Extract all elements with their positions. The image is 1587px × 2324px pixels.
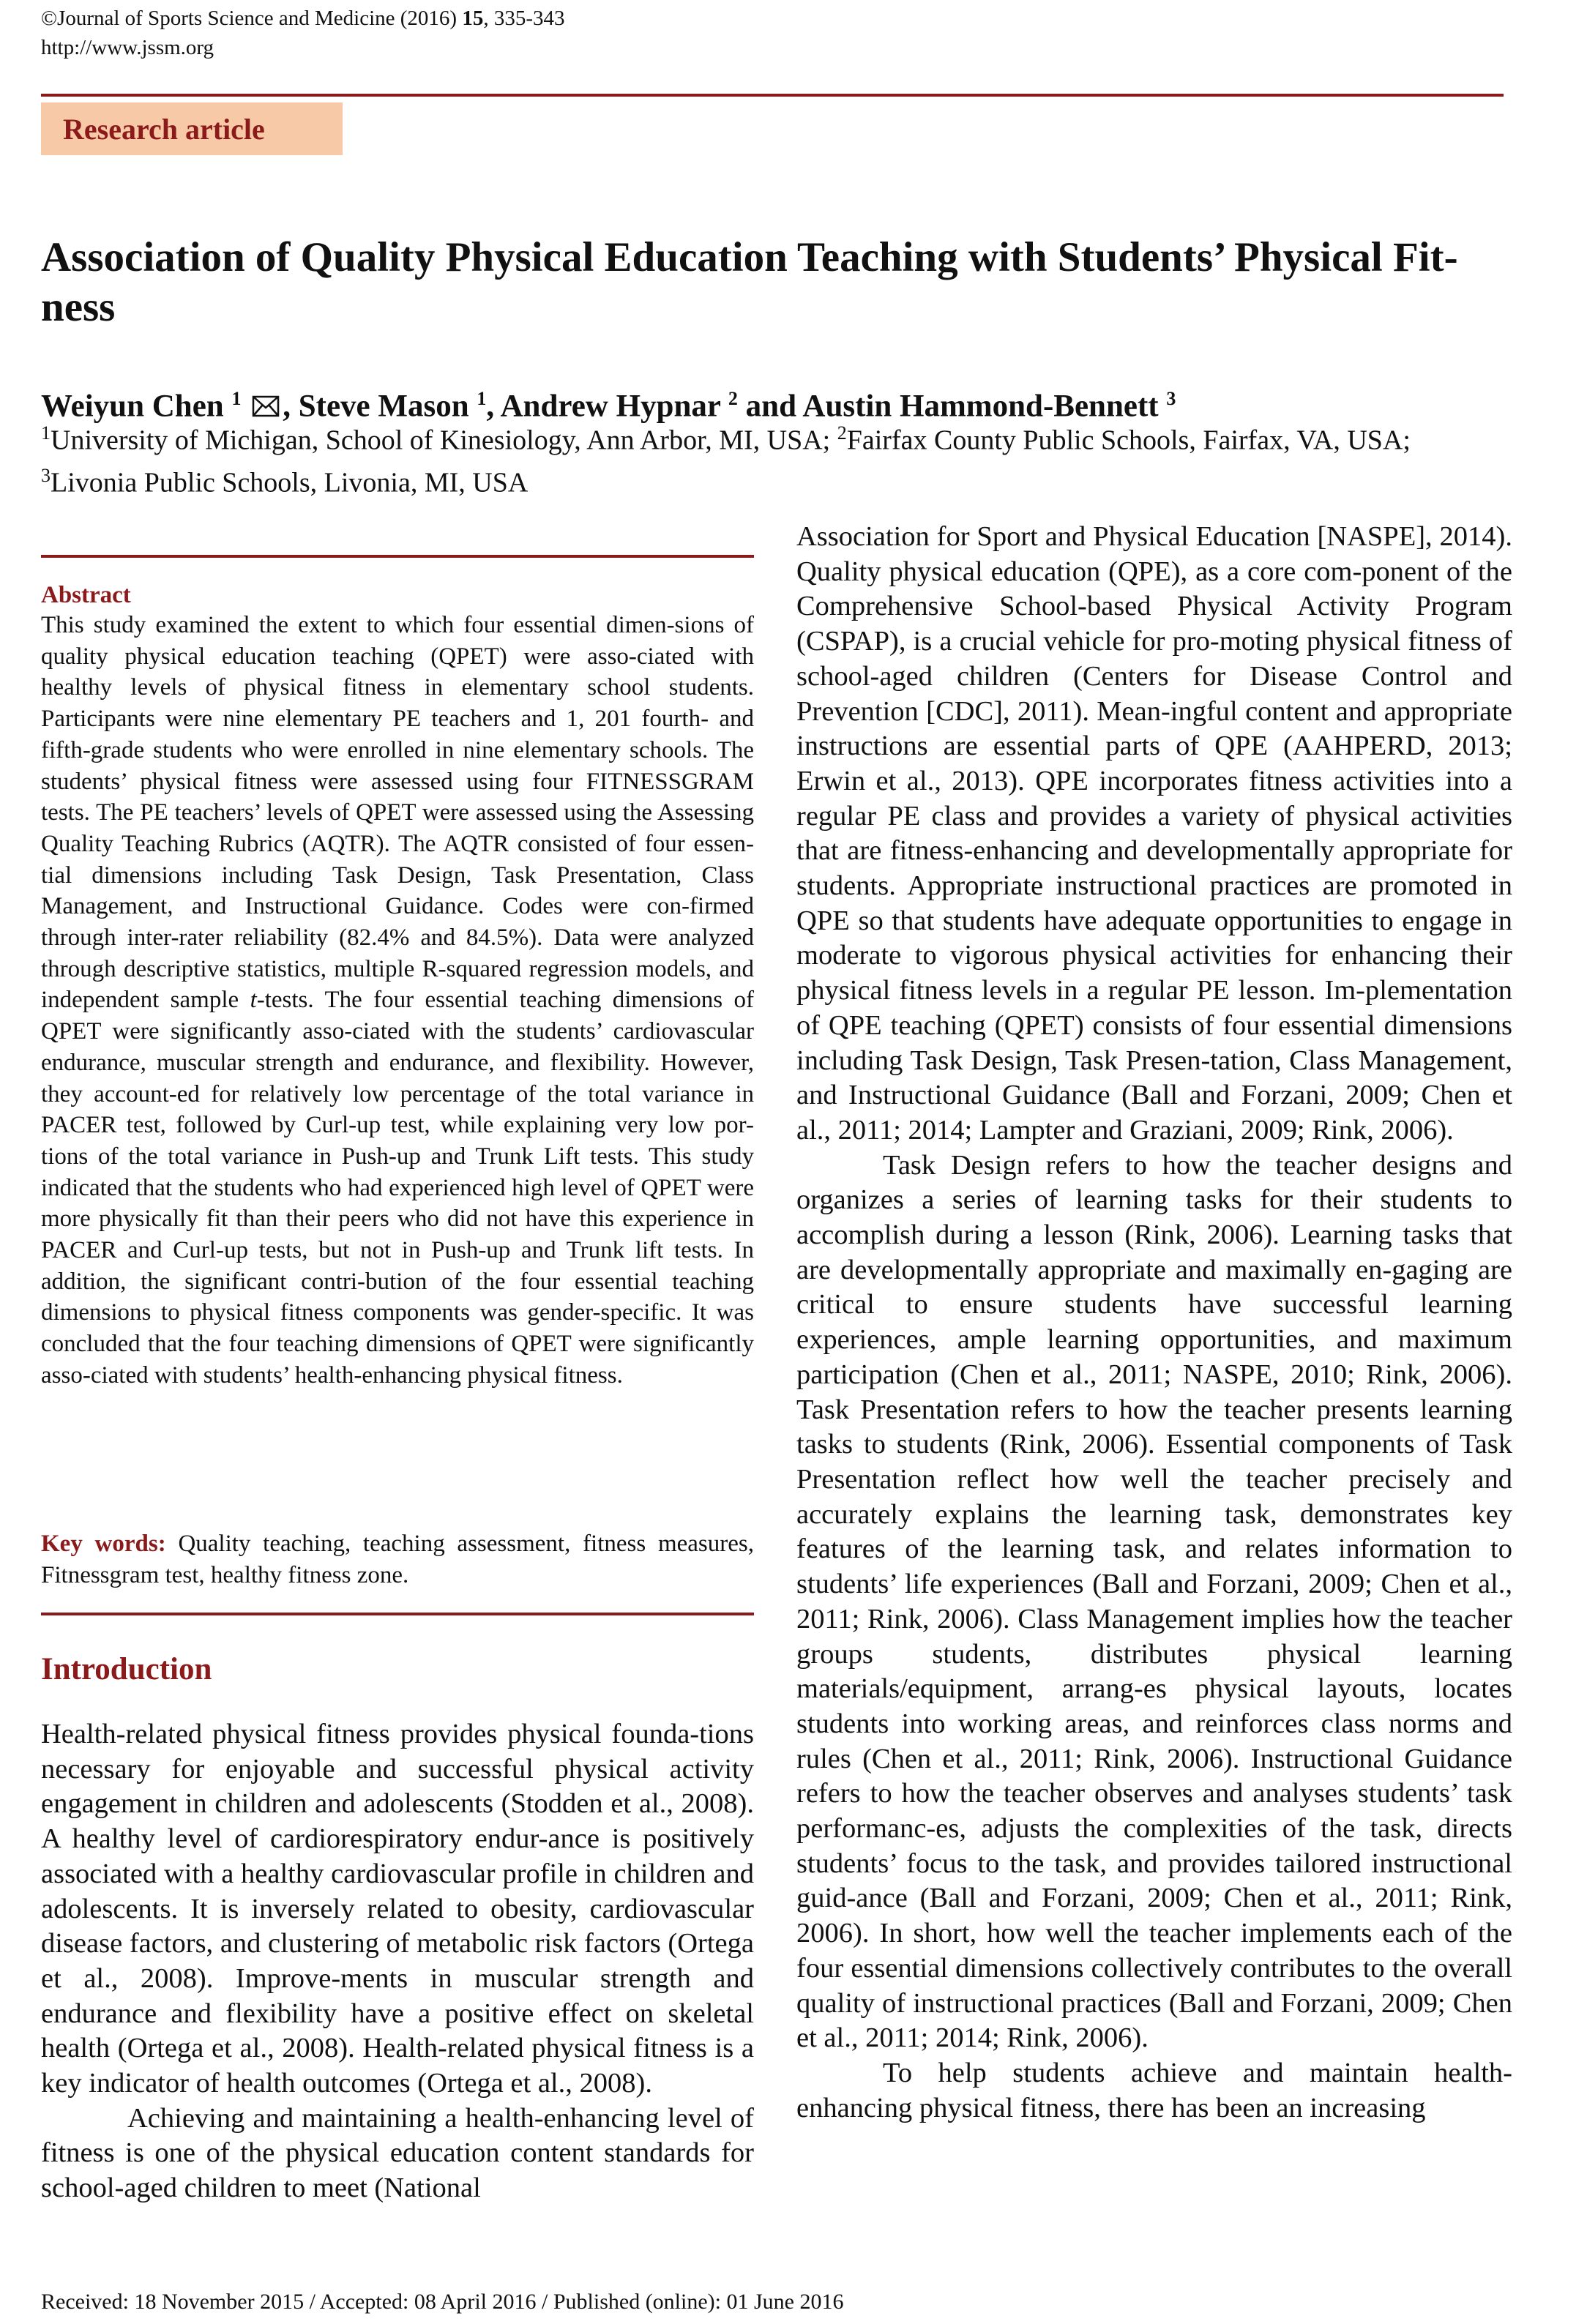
paragraph: Health-related physical fitness provides physical founda-tions necessary for enjoyable and successful physical activity engagement in children and adolescents (Stodden et al., 2008). A healthy level of cardiorespiratory endur-ance is positively associated with a healthy cardiovascular profile in children and adolescents. It is inversely related to obesity, cardiovascular disease factors, and clustering of metabolic risk factors (Ortega et al., 2008). Improve-ments in muscular strength and endurance and flexibility have a positive effect on skeletal health (Ortega et al., 2008). Health-related physical fitness is a key indicator of health outcomes (Ortega et al., 2008). [41, 1719, 754, 2099]
paragraph: Achieving and maintaining a health-enhancing level of fitness is one of the physical education content standards for school-aged children to meet (National [41, 2102, 754, 2204]
journal-volume: 15 [462, 7, 484, 30]
affiliations [41, 416, 1512, 500]
author-name: Steve Mason [298, 389, 469, 424]
author-affiliation-mark: 1 [231, 388, 242, 409]
journal-url[interactable]: http://www.jssm.org [41, 36, 214, 59]
journal-citation [41, 4, 565, 32]
abstract-top-divider [41, 555, 754, 558]
keywords-text: Quality teaching, teaching assessment, fitness measures, Fitnessgram test, healthy fitness zone. [41, 1531, 754, 1588]
affiliation-mark: 2 [837, 422, 847, 444]
author-separator: , [283, 389, 299, 424]
paragraph: Task Design refers to how the teacher designs and organizes a series of learning tasks for their students to accomplish during a lesson (Rink, 2006). Learning tasks that are developmentally appropriate and maximally en-gaging are critical to ensure students have successful learning experiences, ample learning opportunities, and maximum participation (Chen et al., 2011; NASPE, 2010; Rink, 2006). Task Presentation refers to how the teacher presents learning tasks to students (Rink, 2006). Essential components of Task Presentation reflect how well the teacher precisely and accurately explains the learning task, demonstrates key features of the learning task, and relates information to students’ life experiences (Ball and Forzani, 2009; Chen et al., 2011; Rink, 2006). Class Management implies how the teacher groups students, distributes physical learning materials/equipment, arrang-es physical layouts, locates students into working areas, and reinforces class norms and rules (Chen et al., 2011; Rink, 2006). Instructional Guidance refers to how the teacher observes and analyses students’ task performanc-es, adjusts the complexities of the task, directs students’ focus to the task, and provides tailored instructional guid-ance (Ball and Forzani, 2009; Chen et al., 2011; Rink, 2006). In short, how well the teacher implements each of the four essential dimensions collectively contributes to the overall quality of instructional practices (Ball and Forzani, 2009; Chen et al., 2011; 2014; Rink, 2006). [796, 1149, 1512, 2054]
email-icon[interactable] [252, 395, 280, 417]
author-affiliation-mark: 3 [1166, 388, 1176, 409]
journal-name: ©Journal of Sports Science and Medicine (2016) [41, 7, 463, 30]
paragraph: Association for Sport and Physical Education [NASPE], 2014). Quality physical education (QPE), as a core com-ponent of the Comprehensive School-based Physical Activity Program (CSPAP), is a crucial vehicle for pro-moting physical fitness of school-aged children (Centers for Disease Control and Prevention [CDC], 2011). Mean-ingful content and appropriate instructions are essential parts of QPE (AAHPERD, 2013; Erwin et al., 2013). QPE incorporates fitness activities into a regular PE class and provides a variety of physical activities that are fitness-enhancing and developmentally appropriate for students. Appropriate instructional practices are promoted in QPE so that students have adequate opportunities to engage in moderate to vigorous physical activities for enhancing their physical fitness levels in a regular PE lesson. Im-plementation of QPE teaching (QPET) consists of four essential dimensions including Task Design, Task Presen-tation, Class Management, and Instructional Guidance (Ball and Forzani, 2009; Chen et al., 2011; 2014; Lampter and Graziani, 2009; Rink, 2006). [796, 521, 1512, 1146]
keywords-label: Key words: [41, 1531, 166, 1557]
affiliation-mark: 3 [41, 464, 51, 486]
author-name: Weiyun Chen [41, 389, 224, 424]
keywords [41, 1528, 754, 1591]
article-type-badge: Research article [41, 102, 343, 155]
affiliation-text: University of Michigan, School of Kinesiology, Ann Arbor, MI, USA; [51, 425, 837, 456]
article-title: Association of Quality Physical Education Teaching with Students’ Physical Fit-ness [41, 234, 1458, 330]
paragraph: To help students achieve and maintain health-enhancing physical fitness, there has been an increasing [796, 2057, 1512, 2123]
introduction-body [41, 1717, 754, 2206]
author-affiliation-mark: 2 [728, 388, 738, 409]
introduction-heading: Introduction [41, 1652, 212, 1686]
abstract-text-part: This study examined the extent to which four essential dimen-sions of quality physical education teaching (QPET) were asso-ciated with healthy levels of physical fitness in elementary school students. Participants were nine elementary PE teachers and 1, 201 fourth- and fifth-grade students who were enrolled in nine elementary schools. The students’ physical fitness were assessed using four FITNESSGRAM tests. The PE teachers’ levels of QPET were assessed using the Assessing Quality Teaching Rubrics (AQTR). The AQTR consisted of four essen-tial dimensions including Task Design, Task Presentation, Class Management, and Instructional Guidance. Codes were con-firmed through inter-rater reliability (82.4% and 84.5%). Data were analyzed through descriptive statistics, multiple R-squared regression models, and independent sample [41, 612, 754, 1014]
abstract-heading: Abstract [41, 582, 131, 608]
abstract-italic-t: t [250, 987, 257, 1014]
right-column-body [796, 520, 1512, 2126]
publication-dates: Received: 18 November 2015 / Accepted: 08 April 2016 / Published (online): 01 June 2016 [41, 2290, 844, 2314]
author-name: Austin Hammond-Bennett [802, 389, 1159, 424]
author-separator: , [486, 389, 501, 424]
journal-pages: , 335-343 [483, 7, 565, 30]
author-separator: and [737, 389, 803, 424]
affiliation-text: Fairfax County Public Schools, Fairfax, VA, USA; [846, 425, 1411, 456]
affiliation-text: Livonia Public Schools, Livonia, MI, USA [51, 467, 529, 498]
author-affiliation-mark: 1 [477, 388, 487, 409]
abstract-text [41, 610, 754, 1391]
top-divider [41, 94, 1504, 97]
abstract-text-part: -tests. The four essential teaching dimensions of QPET were significantly asso-ciated with the students’ cardiovascular endurance, muscular strength and endurance, and flexibility. However, they account-ed for relatively low percentage of the total variance in PACER test, followed by Curl-up test, while explaining very low por-tions of the total variance in Push-up and Trunk Lift tests. This study indicated that the students who had experienced high level of QPET were more physically fit than their peers who did not have this experience in PACER and Curl-up tests, but not in Push-up and Trunk lift tests. In addition, the significant contri-bution of the four essential teaching dimensions to physical fitness components was gender-specific. It was concluded that the four teaching dimensions of QPET were significantly asso-ciated with students’ health-enhancing physical fitness. [41, 987, 754, 1389]
affiliation-mark: 1 [41, 422, 51, 444]
author-name: Andrew Hypnar [500, 389, 721, 424]
abstract-bottom-divider [41, 1613, 754, 1615]
